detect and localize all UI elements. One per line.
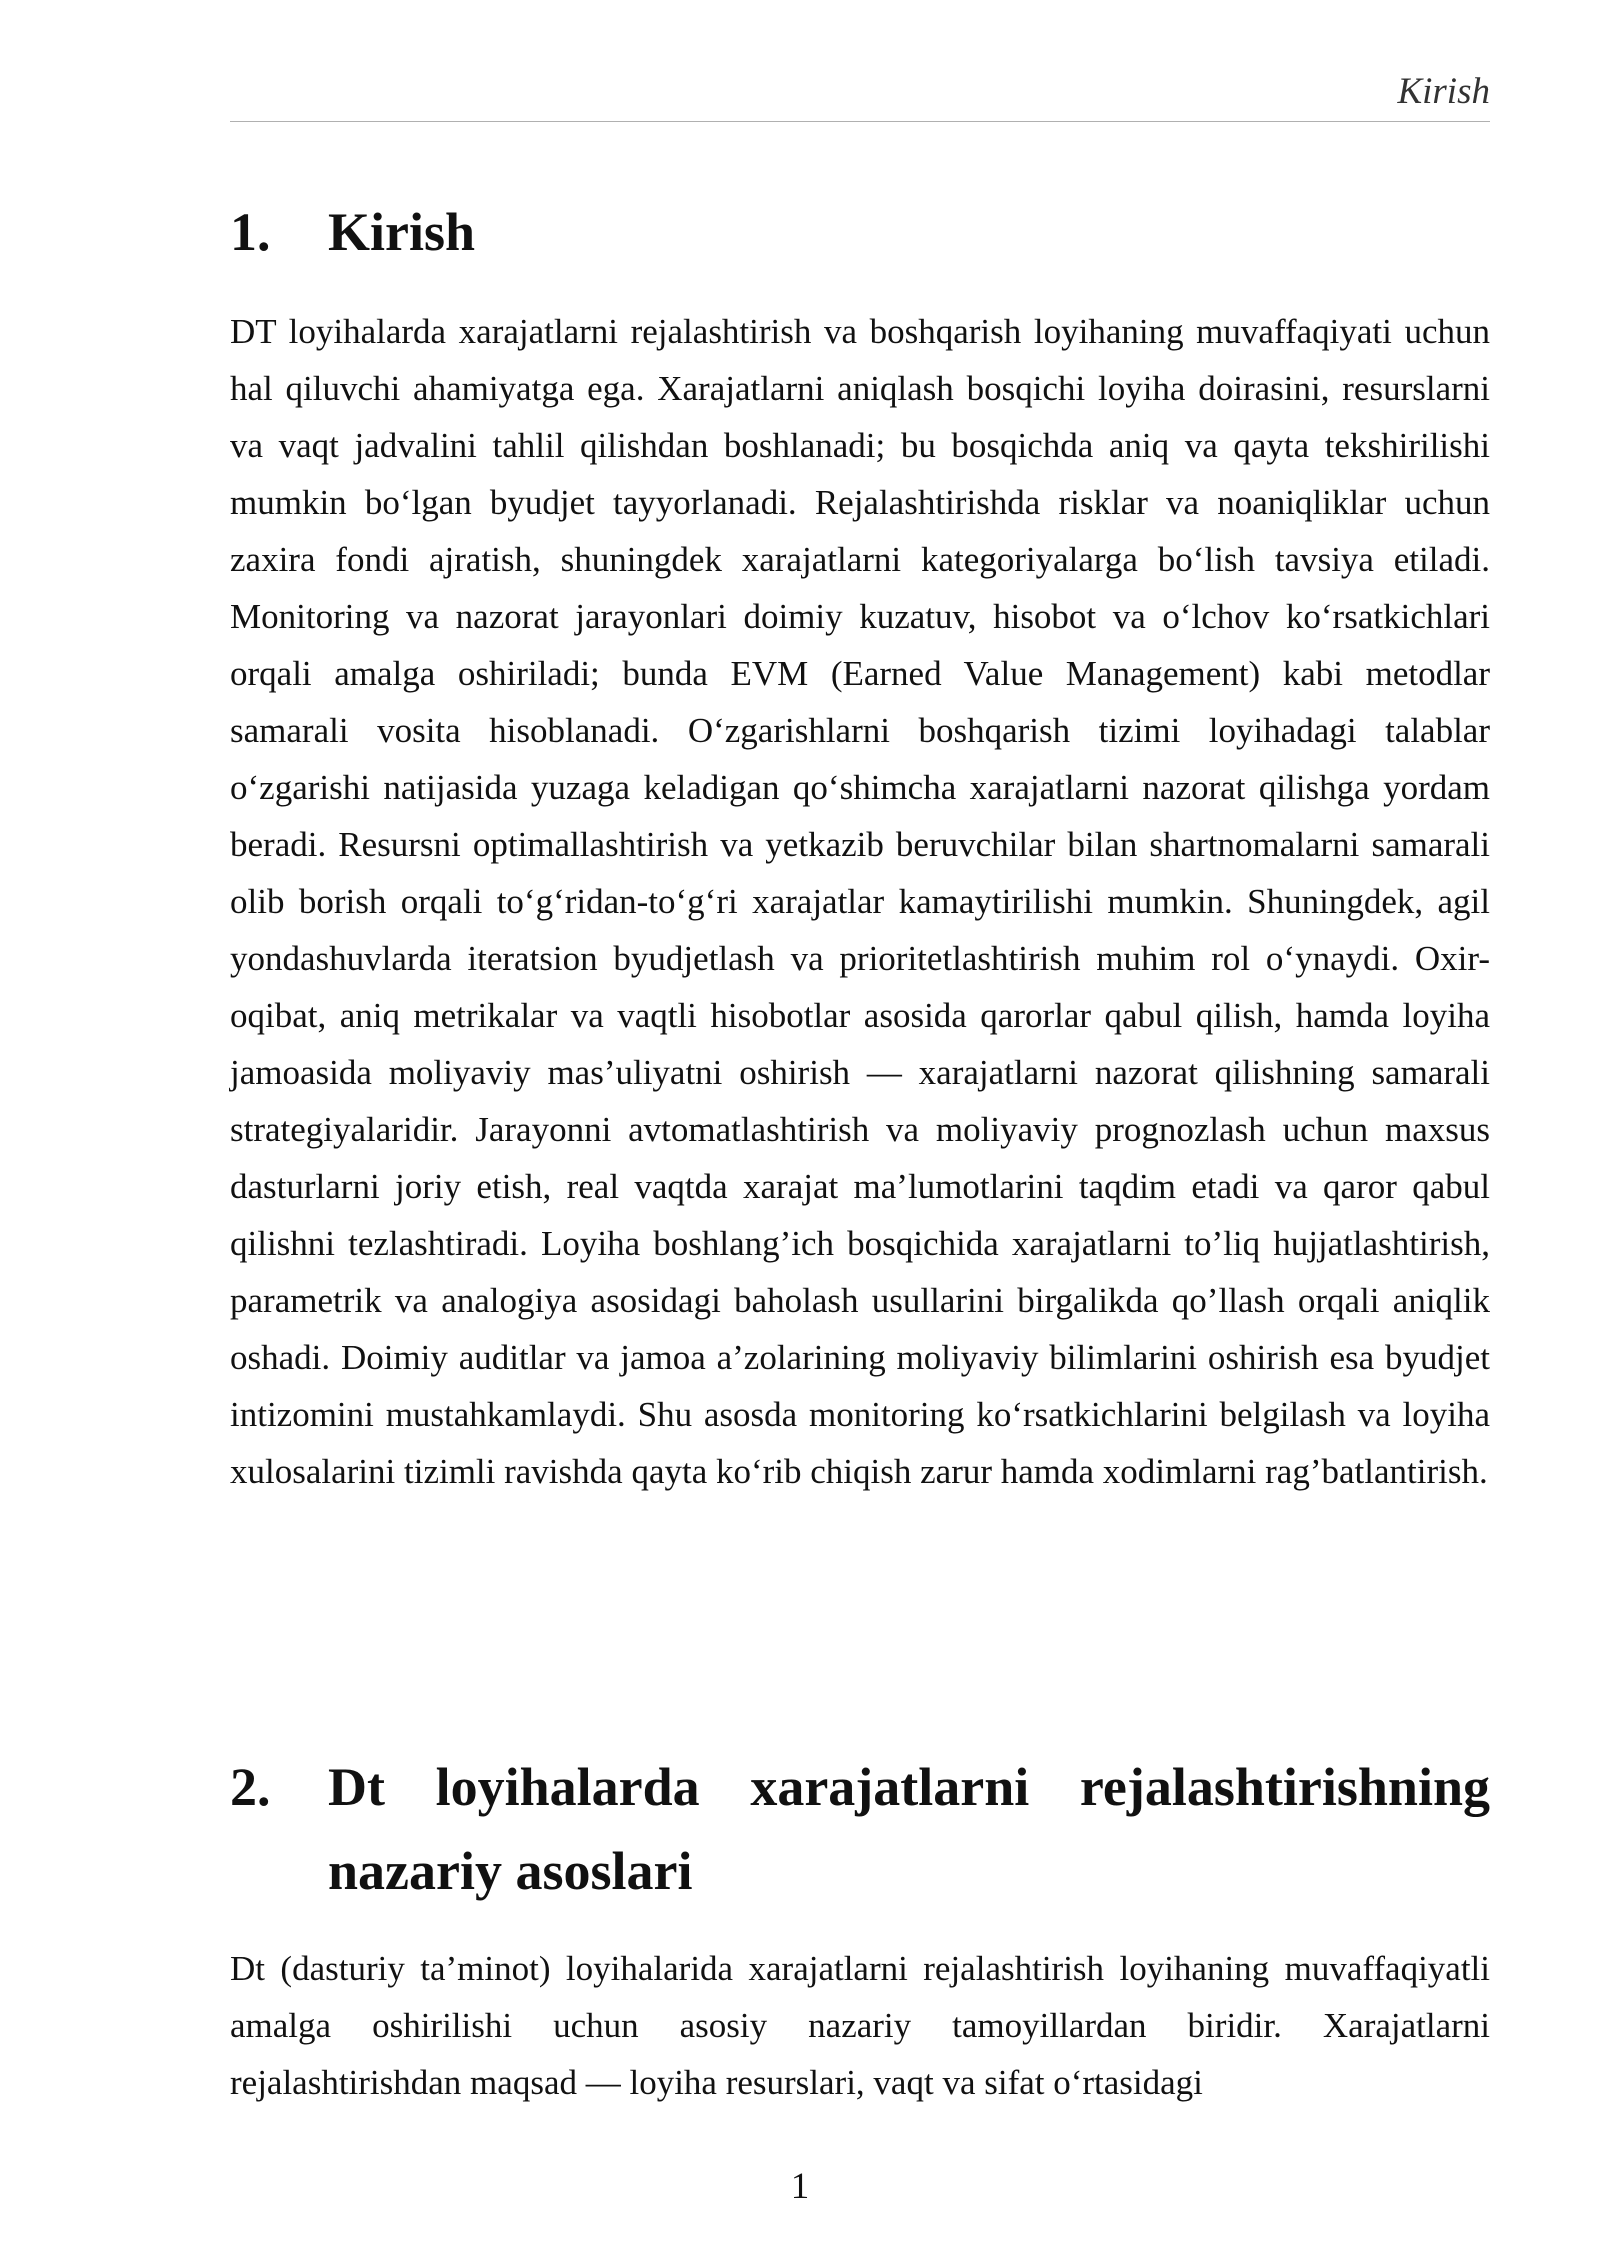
running-header [230, 70, 1490, 122]
page-number: 1 [790, 2166, 810, 2207]
section-1-paragraph: DT loyihalarda xarajatlarni rejalashtirish va boshqarish loyihaning muvaffaqiyati uchun hal qiluvchi ahamiyatga ega. Xarajatlarni aniqlash bosqichi loyiha doirasini, resurslarni va vaqt jadvalini tahlil qilishdan boshlanadi; bu bosqichda aniq va qayta tekshirilishi mumkin bo‘lgan byudjet tayyorlanadi. Rejalashtirishda risklar va noaniqliklar uchun zaxira fondi ajratish, shuningdek xarajatlarni kategoriyalarga bo‘lish tavsiya etiladi. Monitoring va nazorat jarayonlari doimiy kuzatuv, hisobot va o‘lchov ko‘rsatkichlari orqali amalga oshiriladi; bunda EVM (Earned Value Management) kabi metodlar samarali vosita hisoblanadi. O‘zgarishlarni boshqarish tizimi loyihadagi talablar o‘zgarishi natijasida yuzaga keladigan qo‘shimcha xarajatlarni nazorat qilishga yordam beradi. Resursni optimallashtirish va yetkazib beruvchilar bilan shartnomalarni samarali olib borish orqali to‘g‘ridan-to‘g‘ri xarajatlar kamaytirilishi mumkin. Shuningdek, agil yondashuvlarda iteratsion byudjetlash va prioritetlashtirish muhim rol o‘ynaydi. Oxir-oqibat, aniq metrikalar va vaqtli hisobotlar asosida qarorlar qabul qilish, hamda loyiha jamoasida moliyaviy mas’uliyatni oshirish — xarajatlarni nazorat qilishning samarali strategiyalaridir. Jarayonni avtomatlashtirish va moliyaviy prognozlash uchun maxsus dasturlarni joriy etish, real vaqtda xarajat ma’lumotlarini taqdim etadi va qaror qabul qilishni tezlashtiradi. Loyiha boshlang’ich bosqichida xarajatlarni to’liq hujjatlashtirish, parametrik va analogiya asosidagi baholash usullarini birgalikda qo’llash orqali aniqlik oshadi. Doimiy auditlar va jamoa a’zolarining moliyaviy bilimlarini oshirish esa byudjet intizomini mustahkamlaydi. Shu asosda monitoring ko‘rsatkichlarini belgilash va loyiha xulosalarini tizimli ravishda qayta ko‘rib chiqish zarur hamda xodimlarni rag’batlantirish. [230, 312, 1490, 1491]
section-heading-1 [230, 190, 1490, 274]
running-header-title: Kirish [1397, 71, 1490, 112]
section-number: 2. [230, 1757, 271, 1817]
section-title: Kirish [328, 202, 476, 262]
section-heading-2 [230, 1745, 1490, 1913]
section-title: Dt loyihalarda xarajatlarni rejalashtirishning nazariy asoslari [328, 1757, 1490, 1901]
section-2-paragraph: Dt (dasturiy ta’minot) loyihalarida xarajatlarni rejalashtirish loyihaning muvaffaqiyatli amalga oshirilishi uchun asosiy nazariy tamoyillardan biridir. Xarajatlarni rejalashtirishdan maqsad — loyiha resurslari, vaqt va sifat o‘rtasidagi [230, 1949, 1490, 2102]
section-number: 1. [230, 202, 271, 262]
